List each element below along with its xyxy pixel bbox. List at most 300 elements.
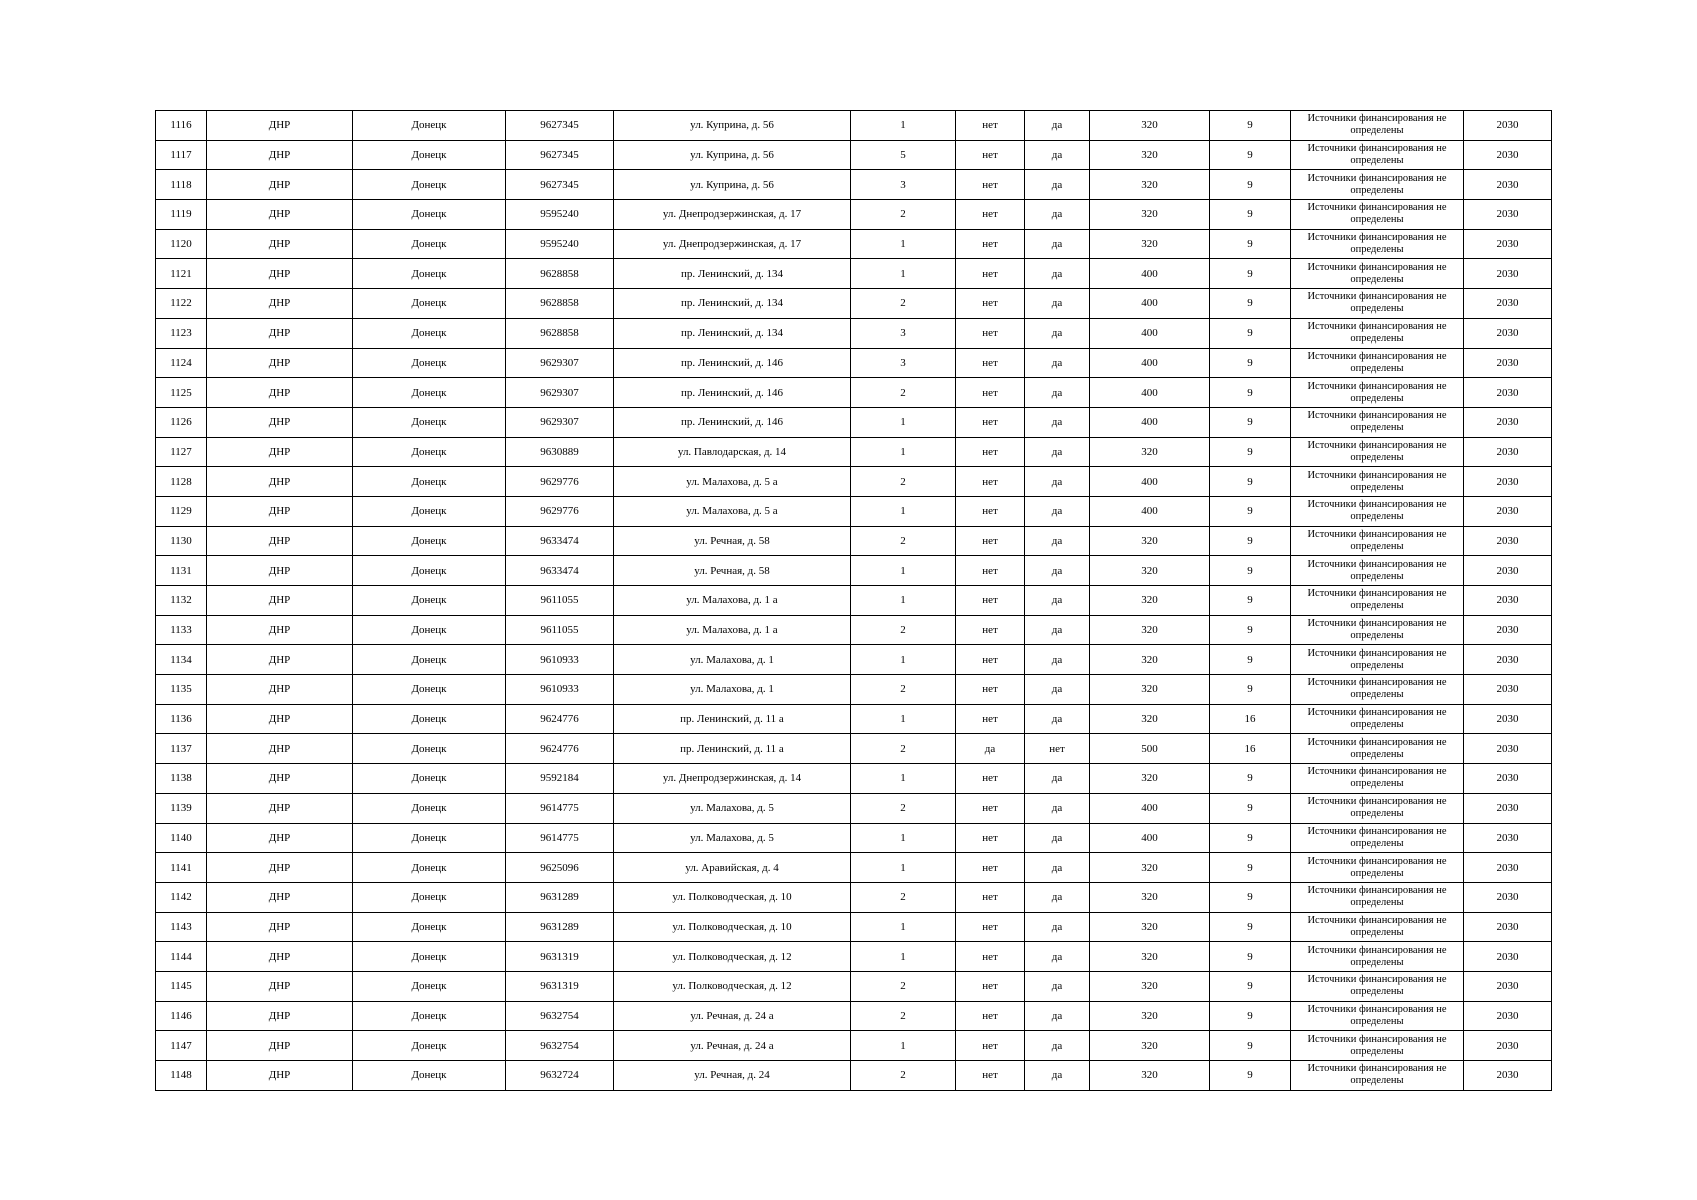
cell-capacity: 320 bbox=[1090, 437, 1210, 467]
cell-capacity: 320 bbox=[1090, 140, 1210, 170]
cell-flag-a: нет bbox=[956, 1061, 1025, 1091]
cell-floors: 16 bbox=[1210, 704, 1291, 734]
cell-flag-a: нет bbox=[956, 140, 1025, 170]
table-row bbox=[156, 437, 1552, 467]
table-row bbox=[156, 675, 1552, 705]
cell-region: ДНР bbox=[207, 764, 353, 794]
cell-row-number: 1140 bbox=[156, 823, 207, 853]
cell-object-code: 9624776 bbox=[506, 704, 614, 734]
cell-entrance: 5 bbox=[851, 140, 956, 170]
cell-capacity: 400 bbox=[1090, 793, 1210, 823]
cell-address: ул. Куприна, д. 56 bbox=[614, 111, 851, 141]
cell-row-number: 1131 bbox=[156, 556, 207, 586]
cell-entrance: 1 bbox=[851, 556, 956, 586]
cell-object-code: 9595240 bbox=[506, 200, 614, 230]
cell-floors: 9 bbox=[1210, 882, 1291, 912]
cell-year: 2030 bbox=[1464, 645, 1552, 675]
table-row bbox=[156, 764, 1552, 794]
cell-entrance: 2 bbox=[851, 378, 956, 408]
cell-flag-a: нет bbox=[956, 912, 1025, 942]
cell-year: 2030 bbox=[1464, 971, 1552, 1001]
cell-flag-a: нет bbox=[956, 289, 1025, 319]
cell-entrance: 1 bbox=[851, 764, 956, 794]
cell-address: ул. Куприна, д. 56 bbox=[614, 140, 851, 170]
cell-floors: 9 bbox=[1210, 437, 1291, 467]
cell-funding: Источники финансирования не определены bbox=[1291, 378, 1464, 408]
cell-city: Донецк bbox=[353, 793, 506, 823]
table-row bbox=[156, 407, 1552, 437]
cell-address: ул. Полководческая, д. 10 bbox=[614, 912, 851, 942]
cell-funding: Источники финансирования не определены bbox=[1291, 111, 1464, 141]
cell-year: 2030 bbox=[1464, 942, 1552, 972]
cell-floors: 9 bbox=[1210, 912, 1291, 942]
cell-flag-b: да bbox=[1025, 348, 1090, 378]
cell-entrance: 1 bbox=[851, 942, 956, 972]
cell-object-code: 9629776 bbox=[506, 467, 614, 497]
cell-address: ул. Куприна, д. 56 bbox=[614, 170, 851, 200]
cell-year: 2030 bbox=[1464, 1061, 1552, 1091]
cell-address: ул. Малахова, д. 1 bbox=[614, 675, 851, 705]
cell-object-code: 9631289 bbox=[506, 912, 614, 942]
cell-city: Донецк bbox=[353, 170, 506, 200]
cell-flag-a: нет bbox=[956, 1031, 1025, 1061]
cell-address: ул. Малахова, д. 1 а bbox=[614, 615, 851, 645]
cell-flag-b: да bbox=[1025, 556, 1090, 586]
cell-flag-a: нет bbox=[956, 942, 1025, 972]
cell-funding: Источники финансирования не определены bbox=[1291, 823, 1464, 853]
cell-flag-a: нет bbox=[956, 348, 1025, 378]
cell-flag-b: да bbox=[1025, 170, 1090, 200]
cell-floors: 9 bbox=[1210, 1001, 1291, 1031]
cell-row-number: 1129 bbox=[156, 496, 207, 526]
cell-entrance: 1 bbox=[851, 229, 956, 259]
cell-object-code: 9627345 bbox=[506, 111, 614, 141]
cell-year: 2030 bbox=[1464, 526, 1552, 556]
cell-city: Донецк bbox=[353, 229, 506, 259]
cell-entrance: 3 bbox=[851, 170, 956, 200]
cell-address: ул. Малахова, д. 5 а bbox=[614, 467, 851, 497]
cell-floors: 9 bbox=[1210, 1031, 1291, 1061]
cell-object-code: 9628858 bbox=[506, 289, 614, 319]
cell-row-number: 1141 bbox=[156, 853, 207, 883]
cell-flag-b: да bbox=[1025, 526, 1090, 556]
cell-funding: Источники финансирования не определены bbox=[1291, 645, 1464, 675]
cell-row-number: 1148 bbox=[156, 1061, 207, 1091]
cell-capacity: 320 bbox=[1090, 942, 1210, 972]
cell-capacity: 320 bbox=[1090, 882, 1210, 912]
cell-funding: Источники финансирования не определены bbox=[1291, 259, 1464, 289]
cell-city: Донецк bbox=[353, 1001, 506, 1031]
cell-year: 2030 bbox=[1464, 318, 1552, 348]
cell-entrance: 2 bbox=[851, 1061, 956, 1091]
cell-capacity: 320 bbox=[1090, 764, 1210, 794]
cell-flag-a: нет bbox=[956, 882, 1025, 912]
table-body bbox=[156, 111, 1552, 1091]
cell-flag-a: нет bbox=[956, 407, 1025, 437]
cell-flag-a: да bbox=[956, 734, 1025, 764]
cell-floors: 9 bbox=[1210, 556, 1291, 586]
table-row bbox=[156, 526, 1552, 556]
cell-flag-b: да bbox=[1025, 140, 1090, 170]
cell-year: 2030 bbox=[1464, 1031, 1552, 1061]
cell-object-code: 9629776 bbox=[506, 496, 614, 526]
cell-entrance: 1 bbox=[851, 823, 956, 853]
cell-row-number: 1135 bbox=[156, 675, 207, 705]
cell-capacity: 400 bbox=[1090, 318, 1210, 348]
cell-city: Донецк bbox=[353, 586, 506, 616]
cell-city: Донецк bbox=[353, 378, 506, 408]
cell-region: ДНР bbox=[207, 823, 353, 853]
cell-address: пр. Ленинский, д. 11 а bbox=[614, 734, 851, 764]
cell-entrance: 2 bbox=[851, 793, 956, 823]
cell-flag-a: нет bbox=[956, 526, 1025, 556]
cell-floors: 9 bbox=[1210, 289, 1291, 319]
cell-entrance: 2 bbox=[851, 615, 956, 645]
cell-address: ул. Речная, д. 24 а bbox=[614, 1031, 851, 1061]
table-row bbox=[156, 853, 1552, 883]
cell-entrance: 1 bbox=[851, 259, 956, 289]
cell-flag-a: нет bbox=[956, 586, 1025, 616]
cell-capacity: 320 bbox=[1090, 111, 1210, 141]
cell-region: ДНР bbox=[207, 259, 353, 289]
cell-address: ул. Полководческая, д. 12 bbox=[614, 942, 851, 972]
cell-object-code: 9632754 bbox=[506, 1001, 614, 1031]
table-row bbox=[156, 348, 1552, 378]
cell-capacity: 320 bbox=[1090, 675, 1210, 705]
cell-flag-a: нет bbox=[956, 200, 1025, 230]
cell-object-code: 9629307 bbox=[506, 348, 614, 378]
cell-funding: Источники финансирования не определены bbox=[1291, 318, 1464, 348]
cell-object-code: 9631319 bbox=[506, 971, 614, 1001]
table-row bbox=[156, 140, 1552, 170]
cell-floors: 9 bbox=[1210, 586, 1291, 616]
cell-entrance: 2 bbox=[851, 882, 956, 912]
cell-year: 2030 bbox=[1464, 289, 1552, 319]
cell-funding: Источники финансирования не определены bbox=[1291, 764, 1464, 794]
cell-row-number: 1139 bbox=[156, 793, 207, 823]
cell-capacity: 320 bbox=[1090, 704, 1210, 734]
cell-region: ДНР bbox=[207, 348, 353, 378]
cell-funding: Источники финансирования не определены bbox=[1291, 704, 1464, 734]
cell-floors: 9 bbox=[1210, 200, 1291, 230]
cell-city: Донецк bbox=[353, 823, 506, 853]
cell-row-number: 1118 bbox=[156, 170, 207, 200]
cell-entrance: 2 bbox=[851, 734, 956, 764]
table-row bbox=[156, 586, 1552, 616]
cell-funding: Источники финансирования не определены bbox=[1291, 793, 1464, 823]
cell-funding: Источники финансирования не определены bbox=[1291, 526, 1464, 556]
cell-flag-b: да bbox=[1025, 407, 1090, 437]
cell-row-number: 1128 bbox=[156, 467, 207, 497]
cell-funding: Источники финансирования не определены bbox=[1291, 675, 1464, 705]
cell-row-number: 1127 bbox=[156, 437, 207, 467]
cell-floors: 9 bbox=[1210, 170, 1291, 200]
table-row bbox=[156, 734, 1552, 764]
cell-entrance: 1 bbox=[851, 407, 956, 437]
cell-year: 2030 bbox=[1464, 704, 1552, 734]
cell-flag-a: нет bbox=[956, 467, 1025, 497]
cell-entrance: 2 bbox=[851, 289, 956, 319]
cell-city: Донецк bbox=[353, 200, 506, 230]
cell-flag-b: да bbox=[1025, 1031, 1090, 1061]
cell-year: 2030 bbox=[1464, 1001, 1552, 1031]
cell-flag-b: да bbox=[1025, 675, 1090, 705]
cell-object-code: 9611055 bbox=[506, 615, 614, 645]
cell-flag-b: да bbox=[1025, 259, 1090, 289]
cell-city: Донецк bbox=[353, 882, 506, 912]
cell-floors: 9 bbox=[1210, 229, 1291, 259]
cell-flag-a: нет bbox=[956, 675, 1025, 705]
cell-region: ДНР bbox=[207, 111, 353, 141]
cell-flag-a: нет bbox=[956, 259, 1025, 289]
cell-city: Донецк bbox=[353, 556, 506, 586]
cell-funding: Источники финансирования не определены bbox=[1291, 437, 1464, 467]
cell-row-number: 1142 bbox=[156, 882, 207, 912]
cell-flag-b: да bbox=[1025, 467, 1090, 497]
cell-funding: Источники финансирования не определены bbox=[1291, 170, 1464, 200]
cell-floors: 9 bbox=[1210, 823, 1291, 853]
cell-funding: Источники финансирования не определены bbox=[1291, 882, 1464, 912]
cell-city: Донецк bbox=[353, 437, 506, 467]
cell-entrance: 2 bbox=[851, 526, 956, 556]
cell-row-number: 1132 bbox=[156, 586, 207, 616]
cell-object-code: 9629307 bbox=[506, 407, 614, 437]
cell-capacity: 320 bbox=[1090, 1061, 1210, 1091]
cell-capacity: 400 bbox=[1090, 259, 1210, 289]
cell-address: ул. Павлодарская, д. 14 bbox=[614, 437, 851, 467]
cell-floors: 9 bbox=[1210, 793, 1291, 823]
cell-row-number: 1117 bbox=[156, 140, 207, 170]
cell-funding: Источники финансирования не определены bbox=[1291, 496, 1464, 526]
cell-capacity: 320 bbox=[1090, 912, 1210, 942]
cell-capacity: 320 bbox=[1090, 1001, 1210, 1031]
cell-row-number: 1116 bbox=[156, 111, 207, 141]
table-row bbox=[156, 704, 1552, 734]
cell-region: ДНР bbox=[207, 170, 353, 200]
cell-region: ДНР bbox=[207, 645, 353, 675]
cell-flag-b: да bbox=[1025, 853, 1090, 883]
cell-flag-b: да bbox=[1025, 1061, 1090, 1091]
cell-entrance: 1 bbox=[851, 912, 956, 942]
cell-capacity: 320 bbox=[1090, 1031, 1210, 1061]
cell-region: ДНР bbox=[207, 853, 353, 883]
cell-city: Донецк bbox=[353, 348, 506, 378]
cell-address: пр. Ленинский, д. 134 bbox=[614, 259, 851, 289]
cell-capacity: 320 bbox=[1090, 526, 1210, 556]
cell-object-code: 9632754 bbox=[506, 1031, 614, 1061]
cell-city: Донецк bbox=[353, 111, 506, 141]
cell-address: ул. Аравийская, д. 4 bbox=[614, 853, 851, 883]
table-row bbox=[156, 496, 1552, 526]
cell-address: ул. Малахова, д. 5 bbox=[614, 823, 851, 853]
cell-address: ул. Малахова, д. 1 bbox=[614, 645, 851, 675]
cell-funding: Источники финансирования не определены bbox=[1291, 971, 1464, 1001]
cell-city: Донецк bbox=[353, 853, 506, 883]
cell-funding: Источники финансирования не определены bbox=[1291, 1061, 1464, 1091]
cell-row-number: 1120 bbox=[156, 229, 207, 259]
cell-city: Донецк bbox=[353, 675, 506, 705]
cell-address: ул. Речная, д. 58 bbox=[614, 526, 851, 556]
cell-capacity: 320 bbox=[1090, 615, 1210, 645]
cell-year: 2030 bbox=[1464, 615, 1552, 645]
cell-city: Донецк bbox=[353, 615, 506, 645]
cell-flag-a: нет bbox=[956, 556, 1025, 586]
cell-object-code: 9633474 bbox=[506, 526, 614, 556]
cell-object-code: 9595240 bbox=[506, 229, 614, 259]
cell-city: Донецк bbox=[353, 645, 506, 675]
cell-region: ДНР bbox=[207, 467, 353, 497]
cell-floors: 9 bbox=[1210, 348, 1291, 378]
cell-capacity: 320 bbox=[1090, 556, 1210, 586]
cell-floors: 9 bbox=[1210, 645, 1291, 675]
cell-flag-b: да bbox=[1025, 1001, 1090, 1031]
cell-funding: Источники финансирования не определены bbox=[1291, 586, 1464, 616]
cell-funding: Источники финансирования не определены bbox=[1291, 556, 1464, 586]
cell-city: Донецк bbox=[353, 1061, 506, 1091]
cell-flag-b: да bbox=[1025, 971, 1090, 1001]
cell-capacity: 400 bbox=[1090, 407, 1210, 437]
cell-region: ДНР bbox=[207, 882, 353, 912]
table-row bbox=[156, 111, 1552, 141]
cell-row-number: 1138 bbox=[156, 764, 207, 794]
cell-capacity: 400 bbox=[1090, 289, 1210, 319]
cell-address: ул. Полководческая, д. 10 bbox=[614, 882, 851, 912]
cell-flag-b: да bbox=[1025, 111, 1090, 141]
table-row bbox=[156, 912, 1552, 942]
cell-region: ДНР bbox=[207, 615, 353, 645]
cell-entrance: 2 bbox=[851, 675, 956, 705]
cell-object-code: 9625096 bbox=[506, 853, 614, 883]
cell-floors: 9 bbox=[1210, 675, 1291, 705]
cell-address: ул. Малахова, д. 5 bbox=[614, 793, 851, 823]
cell-flag-b: да bbox=[1025, 704, 1090, 734]
cell-address: ул. Речная, д. 24 bbox=[614, 1061, 851, 1091]
cell-funding: Источники финансирования не определены bbox=[1291, 1031, 1464, 1061]
cell-object-code: 9610933 bbox=[506, 645, 614, 675]
cell-floors: 9 bbox=[1210, 764, 1291, 794]
cell-address: ул. Полководческая, д. 12 bbox=[614, 971, 851, 1001]
cell-region: ДНР bbox=[207, 1061, 353, 1091]
cell-flag-a: нет bbox=[956, 437, 1025, 467]
cell-city: Донецк bbox=[353, 259, 506, 289]
cell-object-code: 9592184 bbox=[506, 764, 614, 794]
cell-year: 2030 bbox=[1464, 586, 1552, 616]
cell-flag-a: нет bbox=[956, 823, 1025, 853]
cell-flag-b: да bbox=[1025, 318, 1090, 348]
cell-floors: 9 bbox=[1210, 467, 1291, 497]
cell-year: 2030 bbox=[1464, 259, 1552, 289]
table-row bbox=[156, 1061, 1552, 1091]
table-row bbox=[156, 556, 1552, 586]
cell-year: 2030 bbox=[1464, 467, 1552, 497]
cell-entrance: 1 bbox=[851, 437, 956, 467]
cell-region: ДНР bbox=[207, 675, 353, 705]
registry-table bbox=[155, 110, 1552, 1091]
cell-floors: 9 bbox=[1210, 1061, 1291, 1091]
cell-capacity: 320 bbox=[1090, 645, 1210, 675]
cell-address: пр. Ленинский, д. 146 bbox=[614, 407, 851, 437]
cell-address: ул. Днепродзержинская, д. 17 bbox=[614, 229, 851, 259]
cell-flag-a: нет bbox=[956, 170, 1025, 200]
cell-year: 2030 bbox=[1464, 437, 1552, 467]
cell-region: ДНР bbox=[207, 556, 353, 586]
cell-funding: Источники финансирования не определены bbox=[1291, 734, 1464, 764]
cell-flag-b: да bbox=[1025, 793, 1090, 823]
cell-flag-b: да bbox=[1025, 942, 1090, 972]
cell-row-number: 1124 bbox=[156, 348, 207, 378]
cell-region: ДНР bbox=[207, 140, 353, 170]
cell-address: ул. Днепродзержинская, д. 17 bbox=[614, 200, 851, 230]
cell-funding: Источники финансирования не определены bbox=[1291, 942, 1464, 972]
cell-object-code: 9631319 bbox=[506, 942, 614, 972]
cell-region: ДНР bbox=[207, 1001, 353, 1031]
cell-address: ул. Речная, д. 24 а bbox=[614, 1001, 851, 1031]
table-row bbox=[156, 229, 1552, 259]
cell-object-code: 9628858 bbox=[506, 318, 614, 348]
cell-city: Донецк bbox=[353, 467, 506, 497]
cell-entrance: 3 bbox=[851, 318, 956, 348]
table-row bbox=[156, 1001, 1552, 1031]
cell-row-number: 1133 bbox=[156, 615, 207, 645]
cell-entrance: 2 bbox=[851, 971, 956, 1001]
cell-region: ДНР bbox=[207, 942, 353, 972]
cell-funding: Источники финансирования не определены bbox=[1291, 348, 1464, 378]
cell-flag-a: нет bbox=[956, 496, 1025, 526]
cell-row-number: 1145 bbox=[156, 971, 207, 1001]
cell-address: пр. Ленинский, д. 146 bbox=[614, 378, 851, 408]
cell-address: ул. Малахова, д. 1 а bbox=[614, 586, 851, 616]
cell-floors: 9 bbox=[1210, 853, 1291, 883]
cell-region: ДНР bbox=[207, 437, 353, 467]
table-row bbox=[156, 971, 1552, 1001]
cell-flag-b: да bbox=[1025, 586, 1090, 616]
cell-object-code: 9611055 bbox=[506, 586, 614, 616]
cell-flag-a: нет bbox=[956, 971, 1025, 1001]
cell-address: пр. Ленинский, д. 134 bbox=[614, 289, 851, 319]
cell-region: ДНР bbox=[207, 318, 353, 348]
cell-floors: 9 bbox=[1210, 615, 1291, 645]
cell-flag-a: нет bbox=[956, 793, 1025, 823]
cell-flag-a: нет bbox=[956, 853, 1025, 883]
cell-city: Донецк bbox=[353, 942, 506, 972]
cell-entrance: 1 bbox=[851, 1031, 956, 1061]
cell-capacity: 400 bbox=[1090, 496, 1210, 526]
table-row bbox=[156, 823, 1552, 853]
cell-floors: 9 bbox=[1210, 378, 1291, 408]
cell-address: ул. Малахова, д. 5 а bbox=[614, 496, 851, 526]
cell-flag-a: нет bbox=[956, 615, 1025, 645]
cell-floors: 9 bbox=[1210, 111, 1291, 141]
cell-region: ДНР bbox=[207, 526, 353, 556]
table-row bbox=[156, 259, 1552, 289]
cell-year: 2030 bbox=[1464, 675, 1552, 705]
cell-city: Донецк bbox=[353, 140, 506, 170]
cell-city: Донецк bbox=[353, 407, 506, 437]
table-row bbox=[156, 318, 1552, 348]
cell-object-code: 9630889 bbox=[506, 437, 614, 467]
cell-floors: 9 bbox=[1210, 259, 1291, 289]
cell-floors: 16 bbox=[1210, 734, 1291, 764]
cell-capacity: 320 bbox=[1090, 853, 1210, 883]
cell-capacity: 400 bbox=[1090, 467, 1210, 497]
table-row bbox=[156, 645, 1552, 675]
cell-object-code: 9633474 bbox=[506, 556, 614, 586]
cell-region: ДНР bbox=[207, 912, 353, 942]
cell-capacity: 320 bbox=[1090, 586, 1210, 616]
table-row bbox=[156, 942, 1552, 972]
table-row bbox=[156, 615, 1552, 645]
cell-object-code: 9614775 bbox=[506, 823, 614, 853]
